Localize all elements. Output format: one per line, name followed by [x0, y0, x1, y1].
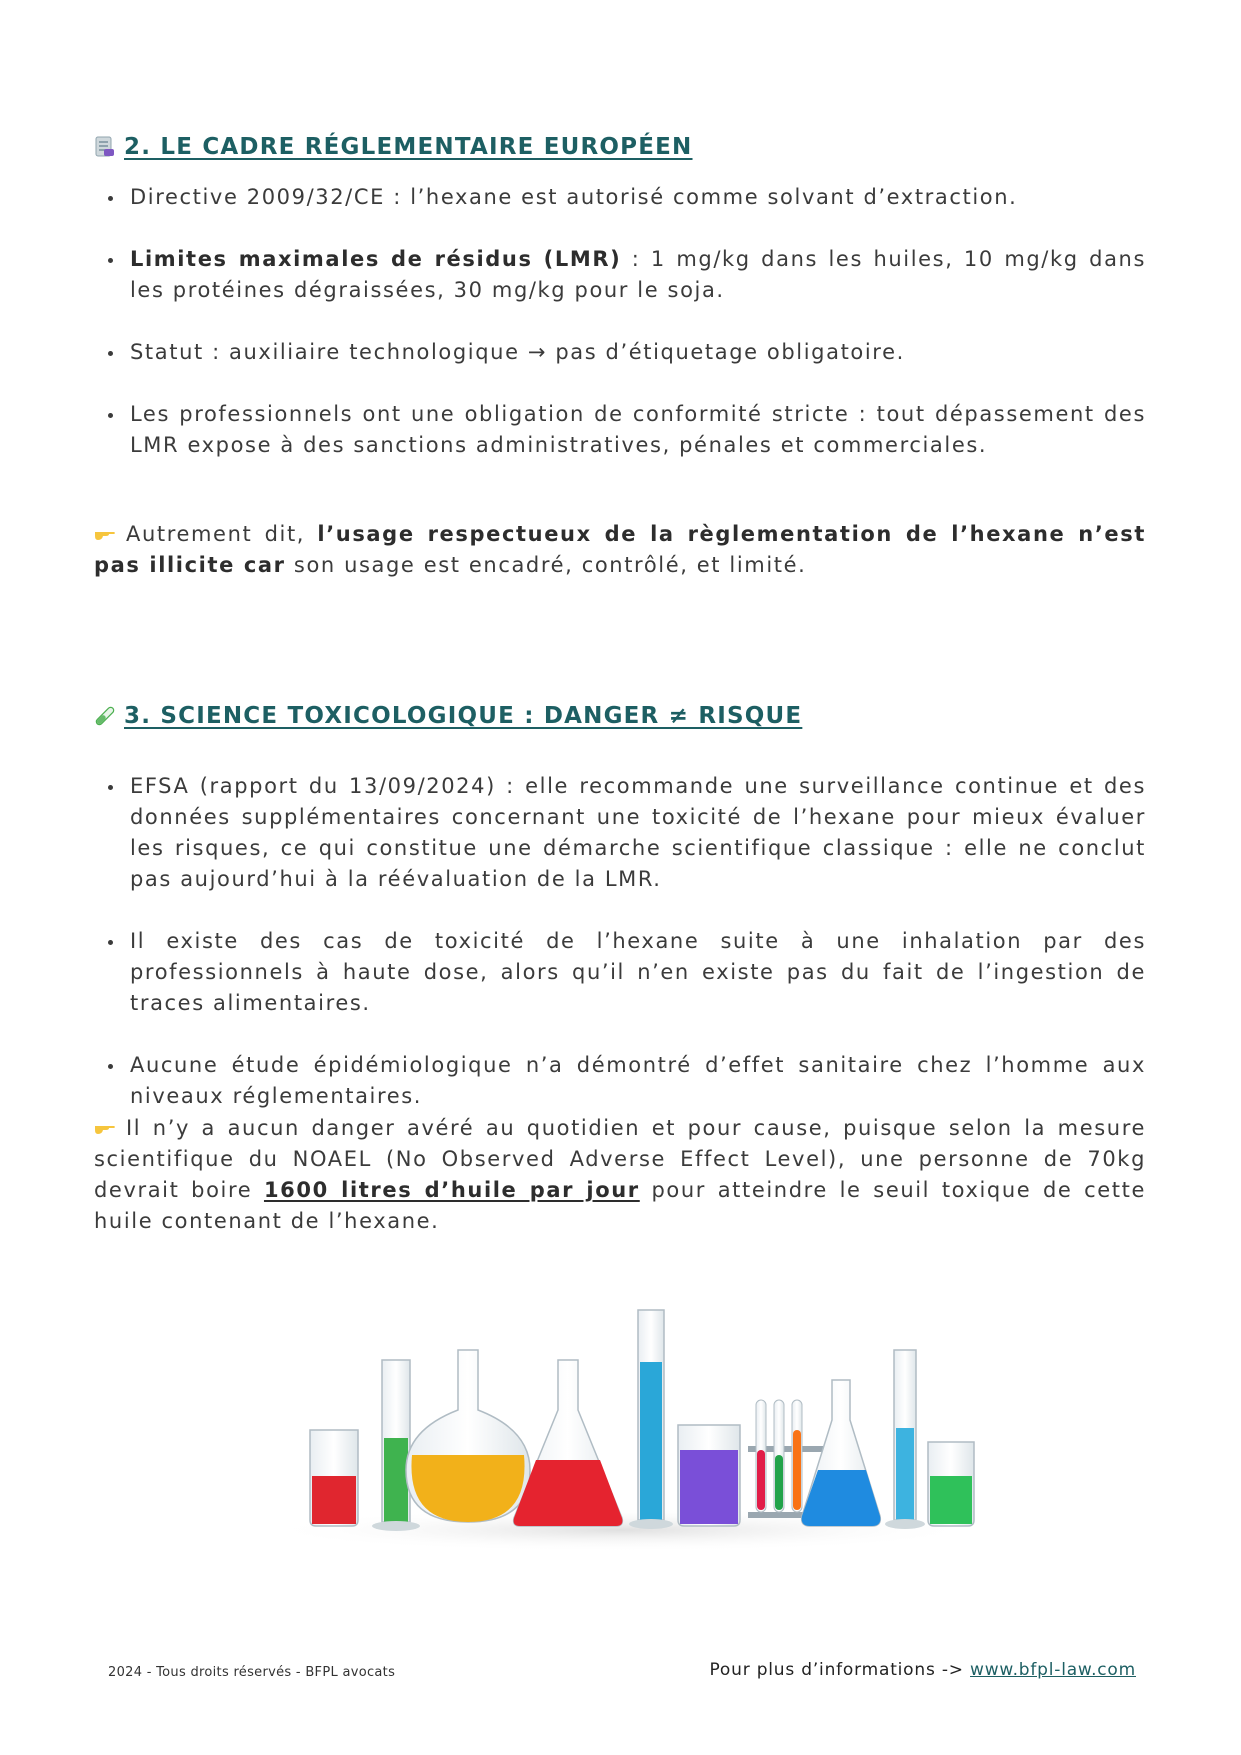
section-3-title: 3. SCIENCE TOXICOLOGIQUE : DANGER ≠ RISQUE — [124, 703, 803, 729]
section-2-heading — [94, 134, 693, 160]
list-item: Directive 2009/32/CE : l’hexane est autorisé comme solvant d’extraction. — [94, 182, 1146, 213]
section-3-note: Il n’y a aucun danger avéré au quotidien et pour cause, puisque selon la mesure scientifique du NOAEL (No Observed Adverse Effect Level), une personne de 70kg devrait boire 1600 litres d’huile par jour pour atteindre le seuil toxique de cette huile contenant de l’hexane. — [94, 1116, 1146, 1233]
section-2-note: Autrement dit, l’usage respectueux de la règlementation de l’hexane n’est pas illicite car son usage est encadré, contrôlé, et limité. — [94, 522, 1146, 577]
list-item: EFSA (rapport du 13/09/2024) : elle recommande une surveillance continue et des données supplémentaires concernant une toxicité de l’hexane pour mieux évaluer les risques, ce qui constitue une démarche scientifique classique : elle ne conclut pas aujourd’hui à la réévaluation de la LMR. — [94, 771, 1146, 895]
section-3-list — [94, 771, 1146, 1143]
list-item: Statut : auxiliaire technologique → pas d’étiquetage obligatoire. — [94, 337, 1146, 368]
pointing-hand-icon — [94, 1114, 116, 1130]
section-2-title: 2. LE CADRE RÉGLEMENTAIRE EUROPÉEN — [124, 134, 693, 160]
laboratory-glassware-image — [240, 1250, 1000, 1570]
test-tube-icon — [94, 705, 116, 727]
list-item: Il existe des cas de toxicité de l’hexane suite à une inhalation par des professionnels à haute dose, alors qu’il n’en existe pas du fait de l’ingestion de traces alimentaires. — [94, 926, 1146, 1019]
footer-info: Pour plus d’informations -> www.bfpl-law.com — [709, 1660, 1136, 1680]
section-2-list — [94, 182, 1146, 492]
section-3-heading — [94, 703, 802, 729]
document-icon — [94, 136, 116, 158]
footer-copyright: 2024 - Tous droits réservés - BFPL avocats — [108, 1665, 396, 1680]
pointing-hand-icon — [94, 520, 116, 536]
list-item: Limites maximales de résidus (LMR) : 1 mg/kg dans les huiles, 10 mg/kg dans les protéines dégraissées, 30 mg/kg pour le soja. — [94, 244, 1146, 306]
list-item: Les professionnels ont une obligation de conformité stricte : tout dépassement des LMR expose à des sanctions administratives, pénales et commerciales. — [94, 399, 1146, 461]
list-item: Aucune étude épidémiologique n’a démontré d’effet sanitaire chez l’homme aux niveaux réglementaires. — [94, 1050, 1146, 1112]
website-link[interactable]: www.bfpl-law.com — [970, 1660, 1136, 1680]
